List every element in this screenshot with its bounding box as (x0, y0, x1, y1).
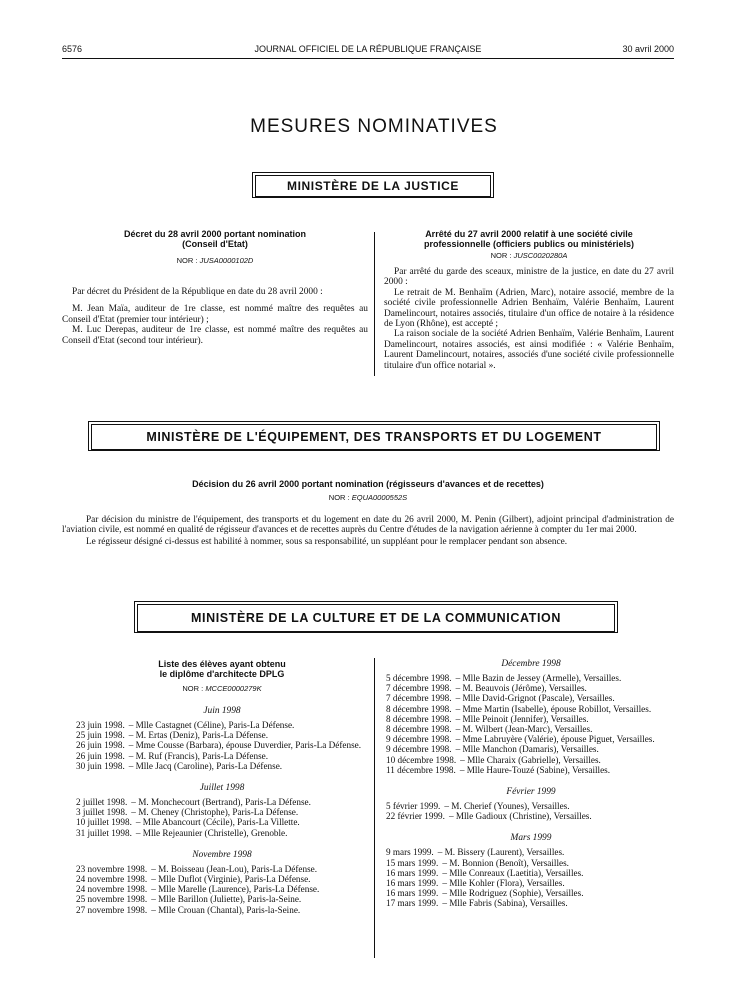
entry-list (76, 720, 368, 771)
list-item (386, 704, 676, 714)
ministry-box-culture (134, 601, 618, 633)
ministry-title-culture: MINISTÈRE DE LA CULTURE ET DE LA COMMUNICATION (137, 604, 615, 632)
list-item (76, 828, 368, 838)
entry-name: – Mlle Jacq (Caroline), Paris-La Défense. (128, 760, 283, 771)
list-item (386, 755, 676, 765)
entry-name: – M. Cherief (Younes), Versailles. (444, 801, 570, 812)
entry-name: – Mlle Bazin de Jessey (Armelle), Versailles. (455, 673, 622, 683)
list-item (386, 673, 676, 683)
nor-reference: NOR : JUSC0020280A (490, 251, 568, 260)
entry-list (76, 864, 368, 915)
entry-date: 7 décembre 1998. (386, 693, 452, 704)
entry-name: – Mlle Fabris (Sabina), Versailles. (442, 898, 568, 909)
list-item (76, 720, 368, 730)
entry-date: 23 juin 1998. (76, 720, 125, 730)
entry-name: – M. Cheney (Christophe), Paris-La Défense. (131, 807, 299, 818)
entry-name: – M. Boisseau (Jean-Lou), Paris-La Défense. (151, 863, 318, 874)
entry-date: 5 février 1999. (386, 801, 441, 812)
entry-name: – Mlle Marelle (Laurence), Paris-La Défense. (151, 884, 320, 895)
entry-date: 24 novembre 1998. (76, 874, 148, 885)
list-item (386, 765, 676, 775)
entry-list (386, 801, 676, 821)
entry-date: 16 mars 1999. (386, 878, 439, 889)
entry-name: – Mme Martin (Isabelle), épouse Robillot, Versailles. (455, 703, 652, 714)
entry-name: – Mlle Duflot (Virginie), Paris-La Défense. (151, 874, 311, 885)
entry-name: – Mlle Barillon (Juliette), Paris-la-Seine. (151, 894, 302, 905)
article-body: Par arrêté du garde des sceaux, ministre de la justice, en date du 27 avril 2000 : Le retrait de M. Benhaïm (Adrien, Marc), notaire associé, membre de la société civile professionnelle Adrien Benhaïm, Valérie Benhaïm, Laurent Damelincourt, notaires associés, titulaire d'un office de notaire à la résidence de Lyon (Rhône), est accepté ; La raison sociale de la société Adrien Benhaïm, Valérie Benhaïm, Laurent Damelincourt, notaires associés, est ainsi modifiée : « Valérie Benhaïm, Laurent Damelincourt, notaires, associés d'une société civile professionnelle titulaire d'un office notarial ». (384, 267, 674, 371)
list-item (76, 864, 368, 874)
entry-date: 10 décembre 1998. (386, 754, 457, 765)
list-item (76, 807, 368, 817)
entry-date: 7 décembre 1998. (386, 683, 452, 694)
list-item (386, 878, 676, 888)
entry-date: 30 juin 1998. (76, 760, 125, 771)
entry-name: – Mlle Rejeaunier (Christelle), Grenoble. (135, 827, 288, 838)
equipement-article (62, 479, 674, 547)
culture-right-column (386, 659, 676, 909)
nor-reference: NOR : MCCE0000279K (182, 684, 262, 693)
entry-name: – Mlle Charaix (Gabrielle), Versailles. (460, 754, 601, 765)
month-heading: Mars 1999 (510, 833, 552, 844)
column-divider (374, 658, 375, 958)
entry-name: – M. Beauvois (Jérôme), Versailles. (455, 683, 587, 694)
entry-date: 5 décembre 1998. (386, 673, 452, 683)
entry-name: – Mme Labruyère (Valérie), épouse Piguet, Versailles. (455, 734, 655, 745)
list-item (386, 801, 676, 811)
list-item (76, 874, 368, 884)
header-rule (62, 58, 674, 59)
list-item (76, 751, 368, 761)
entry-date: 8 décembre 1998. (386, 724, 452, 735)
list-item (386, 744, 676, 754)
list-item (386, 847, 676, 857)
list-item (76, 817, 368, 827)
entry-name: – M. Ertas (Deniz), Paris-La Défense. (128, 730, 269, 741)
article-body: Par décision du ministre de l'équipement, des transports et du logement en date du 26 avril 2000, M. Penin (Gilbert), adjoint principal d'administration de l'aviation civile, est nommé en qualité de régisseur d'avances et de recettes auprès du Centre d'études de la navigation aérienne à compter du 1er mai 2000. Le régisseur désigné ci-dessus est habilité à nommer, sous sa responsabilité, un suppléant pour le remplacer pendant son absence. (62, 515, 674, 547)
entry-date: 15 mars 1999. (386, 857, 439, 868)
list-item (386, 858, 676, 868)
ministry-box-justice (252, 172, 494, 198)
entry-date: 9 décembre 1998. (386, 734, 452, 745)
entry-name: – M. Monchecourt (Bertrand), Paris-La Défense. (131, 797, 311, 808)
ministry-title-equipement: MINISTÈRE DE L'ÉQUIPEMENT, DES TRANSPORTS ET DU LOGEMENT (91, 424, 657, 450)
entry-date: 25 juin 1998. (76, 730, 125, 741)
column-divider (374, 232, 375, 376)
list-item (76, 884, 368, 894)
page-title: MESURES NOMINATIVES (250, 116, 498, 137)
month-heading: Juin 1998 (203, 706, 241, 716)
article-heading: Liste des élèves ayant obtenu le diplôme d'architecte DPLG (158, 659, 286, 679)
month-heading: Décembre 1998 (501, 659, 561, 669)
entry-list (76, 797, 368, 838)
entry-name: – Mlle Abancourt (Cécile), Paris-La Villette. (135, 817, 300, 828)
ministry-box-equipement (88, 421, 660, 451)
list-item (386, 868, 676, 878)
entry-name: – Mlle Haure-Touzé (Sabine), Versailles. (459, 764, 611, 775)
entry-date: 9 décembre 1998. (386, 744, 452, 755)
month-heading: Juillet 1998 (199, 783, 245, 794)
list-item (386, 734, 676, 744)
entry-date: 22 février 1999. (386, 811, 445, 822)
entry-date: 9 mars 1999. (386, 847, 434, 858)
entry-date: 8 décembre 1998. (386, 703, 452, 714)
journal-title: JOURNAL OFFICIEL DE LA RÉPUBLIQUE FRANÇAISE (254, 44, 482, 54)
entry-date: 2 juillet 1998. (76, 797, 128, 808)
entry-name: – Mlle Rodriguez (Sophie), Versailles. (442, 888, 584, 899)
month-sections (386, 659, 676, 909)
entry-date: 17 mars 1999. (386, 898, 439, 909)
month-heading: Février 1999 (506, 787, 556, 798)
entry-name: – Mlle Gadioux (Christine), Versailles. (448, 811, 592, 822)
entry-name: – Mlle Crouan (Chantal), Paris-la-Seine. (151, 904, 301, 915)
entry-date: 16 mars 1999. (386, 888, 439, 899)
list-item (76, 740, 368, 750)
issue-date: 30 avril 2000 (622, 44, 674, 54)
justice-right-article (384, 229, 674, 371)
list-item (76, 797, 368, 807)
month-heading: Novembre 1998 (192, 849, 252, 860)
entry-date: 26 juin 1998. (76, 750, 125, 761)
entry-date: 26 juin 1998. (76, 740, 125, 751)
nor-reference: NOR : JUSA0000102D (176, 256, 254, 265)
entry-date: 10 juillet 1998. (76, 817, 132, 828)
entry-date: 25 novembre 1998. (76, 894, 148, 905)
entry-name: – Mlle Castagnet (Céline), Paris-La Défense. (128, 720, 295, 730)
entry-date: 24 novembre 1998. (76, 884, 148, 895)
list-item (386, 811, 676, 821)
list-item (386, 888, 676, 898)
entry-name: – Mlle Peinoit (Jennifer), Versailles. (455, 713, 589, 724)
entry-name: – Mme Cousse (Barbara), épouse Duverdier, Paris-La Défense. (128, 740, 362, 751)
nor-reference: NOR : EQUA0000552S (328, 493, 408, 502)
list-item (76, 894, 368, 904)
list-item (76, 761, 368, 771)
entry-date: 23 novembre 1998. (76, 863, 148, 874)
entry-date: 16 mars 1999. (386, 867, 439, 878)
page-number: 6576 (62, 44, 83, 54)
entry-date: 27 novembre 1998. (76, 904, 148, 915)
list-item (386, 683, 676, 693)
article-heading: Décision du 26 avril 2000 portant nomination (régisseurs d'avances et de recettes) (192, 479, 544, 489)
list-item (76, 730, 368, 740)
entry-name: – Mlle Conreaux (Laetitia), Versailles. (442, 867, 584, 878)
ministry-title-justice: MINISTÈRE DE LA JUSTICE (255, 175, 491, 197)
entry-date: 8 décembre 1998. (386, 713, 452, 724)
entry-list (386, 847, 676, 908)
list-item (386, 724, 676, 734)
justice-left-article (62, 229, 368, 346)
article-heading: Arrêté du 27 avril 2000 relatif à une société civile professionnelle (officiers publics ou ministériels) (423, 229, 635, 249)
entry-name: – M. Bonnion (Benoît), Versailles. (442, 857, 569, 868)
entry-name: – M. Bissery (Laurent), Versailles. (437, 847, 565, 858)
article-body: Par décret du Président de la République en date du 28 avril 2000 : M. Jean Maïa, auditeur de 1re classe, est nommé maître des requêtes au Conseil d'Etat (premier tour intérieur) ; M. Luc Derepas, auditeur de 1re classe, est nommé maître des requêtes au Conseil d'Etat (second tour intérieur). (62, 287, 368, 346)
entry-name: – Mlle Kohler (Flora), Versailles. (442, 878, 565, 889)
culture-left-column (76, 659, 368, 915)
entry-date: 31 juillet 1998. (76, 827, 132, 838)
entry-name: – Mlle David-Grignot (Pascale), Versailles. (455, 693, 615, 704)
list-item (386, 898, 676, 908)
entry-name: – Mlle Manchon (Damaris), Versailles. (455, 744, 599, 755)
entry-name: – M. Ruf (Francis), Paris-La Défense. (128, 750, 269, 761)
month-sections (76, 706, 368, 915)
list-item (76, 905, 368, 915)
entry-date: 11 décembre 1998. (386, 764, 456, 775)
entry-name: – M. Wilbert (Jean-Marc), Versailles. (455, 724, 593, 735)
list-item (386, 714, 676, 724)
list-item (386, 693, 676, 703)
article-heading: Décret du 28 avril 2000 portant nomination (Conseil d'Etat) (123, 229, 307, 249)
entry-list (386, 673, 676, 775)
entry-date: 3 juillet 1998. (76, 807, 128, 818)
